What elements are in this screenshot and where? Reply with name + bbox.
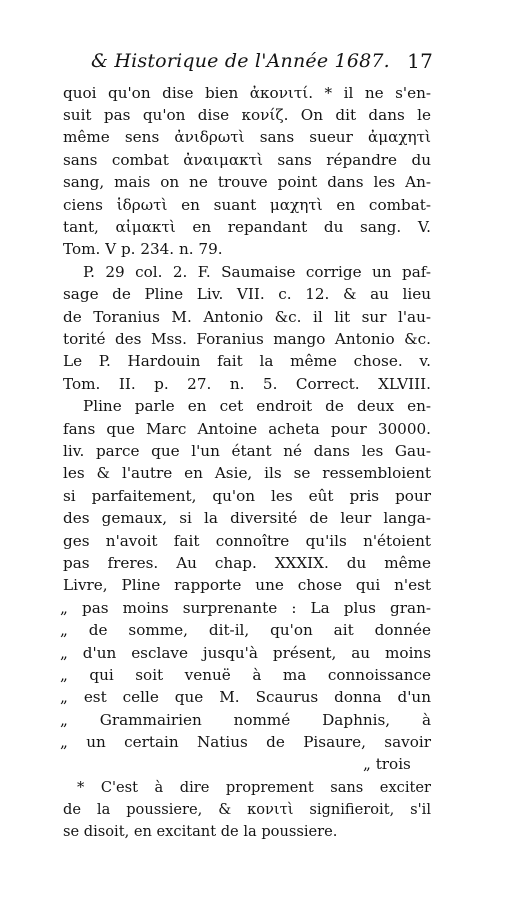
running-title: & Historique de l'Année 1687. [91,50,390,72]
text-line: quoi qu'on dise bien ἀκονιτί. * il ne s'en- [63,84,431,102]
text-line: P. 29 col. 2. F. Saumaise corrige un paf- [83,263,431,281]
text-line: de Toranius M. Antonio &c. il lit sur l'au- [63,308,431,326]
text-line: des gemaux, si la diversité de leur langa- [63,509,431,527]
footnote-line: * C'est à dire proprement sans exciter [77,779,431,796]
quoted-line: „ qui soit venuë à ma connoissance [60,666,431,684]
quoted-line: „ un certain Natius de Pisaure, savoir [60,733,431,751]
page-number: 17 [407,49,433,73]
text-line: suit pas qu'on dise κονίζ. On dit dans le [63,106,431,124]
catchword: „ trois [363,755,411,773]
running-header [63,50,433,80]
text-line: liv. parce que l'un étant né dans les Gau- [63,442,431,460]
footnote-line: se disoit, en excitant de la poussiere. [63,823,338,840]
text-line: ges n'avoit fait connoître qu'ils n'étoient [63,532,431,550]
text-line: même sens ἀνιδρωτὶ sans sueur ἀμαχητὶ [63,128,431,146]
quoted-line: „ pas moins surprenante : La plus gran- [60,599,431,617]
text-line: fans que Marc Antoine acheta pour 30000. [63,420,431,438]
text-line: ciens ἱδρωτὶ en suant μαχητὶ en combat- [63,196,431,214]
quoted-line: „ Grammairien nommé Daphnis, à [60,711,431,729]
text-line: sage de Pline Liv. VII. c. 12. & au lieu [63,285,431,303]
text-line: torité des Mss. Foranius mango Antonio &c. [63,330,431,348]
footnote-line: de la poussiere, & κονιτὶ signifieroit, s'il [63,801,431,818]
quoted-line: „ d'un esclave jusqu'à présent, au moins [60,644,431,662]
text-line: les & l'autre en Asie, ils se ressembloient [63,464,431,482]
text-line: tant, αἱμακτὶ en repandant du sang. V. [63,218,431,236]
text-line: Livre, Pline rapporte une chose qui n'est [63,576,431,594]
quoted-line: „ de somme, dit-il, qu'on ait donnée [60,621,431,639]
text-line: Le P. Hardouin fait la même chose. v. [63,352,431,370]
quoted-line: „ est celle que M. Scaurus donna d'un [60,688,431,706]
text-line: pas freres. Au chap. XXXIX. du même [63,554,431,572]
text-line: Tom. V p. 234. n. 79. [63,240,223,258]
text-line: Pline parle en cet endroit de deux en- [83,397,431,415]
text-line: sans combat ἀναιμακτὶ sans répandre du [63,151,431,169]
text-line: Tom. II. p. 27. n. 5. Correct. XLVIII. [63,375,431,393]
text-line: sang, mais on ne trouve point dans les An- [63,173,431,191]
text-line: si parfaitement, qu'on les eût pris pour [63,487,431,505]
